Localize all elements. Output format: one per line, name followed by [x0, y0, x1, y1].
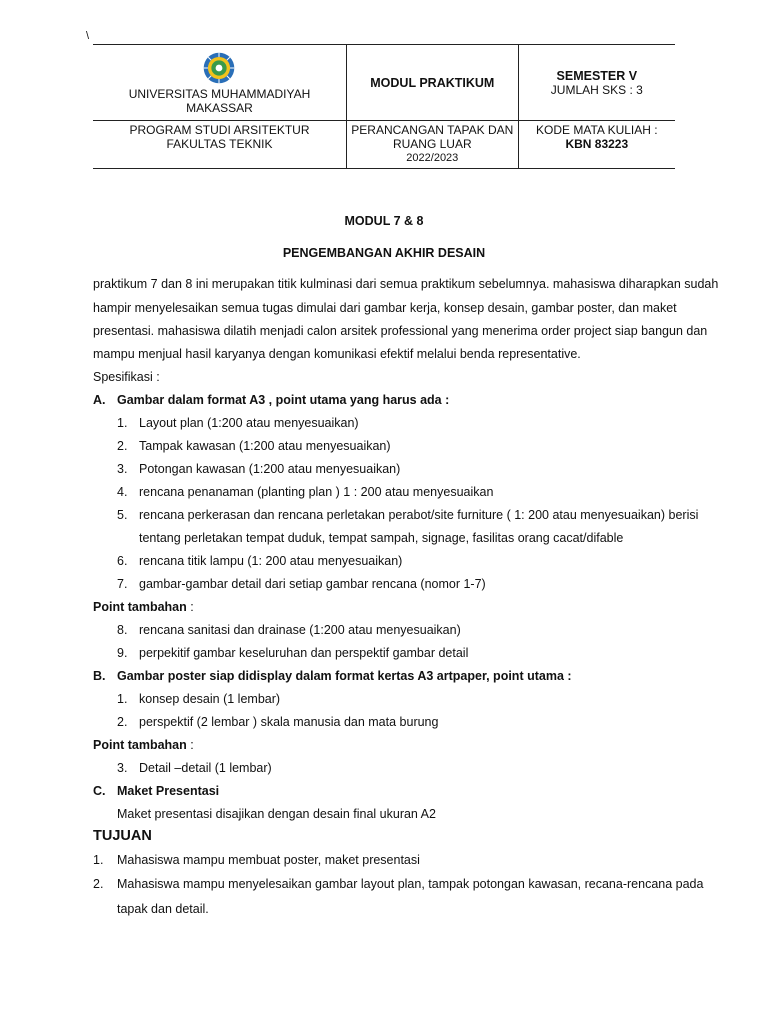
list-item: Mahasiswa mampu membuat poster, maket presentasi	[117, 853, 420, 867]
list-number: 2.	[93, 877, 104, 891]
sks-count: JUMLAH SKS : 3	[550, 82, 643, 97]
list-number: 9.	[117, 646, 128, 660]
course-name-line2: RUANG LUAR	[392, 137, 472, 151]
university-name: UNIVERSITAS MUHAMMADIYAH MAKASSAR	[128, 86, 311, 115]
spesifikasi-label: Spesifikasi :	[93, 370, 160, 384]
semester: SEMESTER V	[556, 68, 638, 83]
list-number: 1.	[93, 853, 104, 867]
point-tambahan-colon: :	[186, 600, 194, 614]
list-item: rencana titik lampu (1: 200 atau menyesuaikan)	[139, 554, 403, 568]
list-item: konsep desain (1 lembar)	[139, 692, 281, 706]
tujuan-heading: TUJUAN	[93, 828, 152, 844]
section-c-title: Maket Presentasi	[117, 784, 220, 798]
list-number: 7.	[117, 577, 128, 591]
list-number: 1.	[117, 416, 128, 430]
list-item: Potongan kawasan (1:200 atau menyesuaikan)	[139, 462, 401, 476]
list-item-continuation: tentang perletakan tempat duduk, tempat sampah, signage, fasilitas orang cacat/difable	[139, 531, 624, 545]
university-cell	[93, 45, 346, 121]
program-name: PROGRAM STUDI ARSITEKTUR	[129, 123, 310, 137]
list-item: Tampak kawasan (1:200 atau menyesuaikan)	[139, 439, 391, 453]
module-subtitle: PENGEMBANGAN AKHIR DESAIN	[282, 246, 486, 260]
point-tambahan-label: Point tambahan	[93, 738, 187, 752]
intro-line-3: presentasi. mahasiswa dilatih menjadi calon arsitek professional yang menerima order project siap bangun dan	[93, 324, 708, 338]
point-tambahan-b	[93, 737, 194, 753]
list-item: gambar-gambar detail dari setiap gambar rencana (nomor 1-7)	[139, 577, 486, 591]
list-item: rencana penanaman (planting plan ) 1 : 200 atau menyesuaikan	[139, 485, 494, 499]
point-tambahan-colon: :	[186, 738, 194, 752]
header-table	[93, 44, 675, 169]
program-cell	[93, 121, 346, 169]
point-tambahan-a	[93, 599, 194, 615]
list-number: 3.	[117, 462, 128, 476]
list-number: 8.	[117, 623, 128, 637]
module-type-cell	[346, 45, 518, 121]
section-c-letter: C.	[93, 784, 106, 798]
list-number: 2.	[117, 715, 128, 729]
list-number: 6.	[117, 554, 128, 568]
university-logo-icon	[202, 51, 236, 85]
list-number: 4.	[117, 485, 128, 499]
section-b-letter: B.	[93, 669, 106, 683]
course-name-line1: PERANCANGAN TAPAK DAN	[351, 123, 514, 137]
list-number: 1.	[117, 692, 128, 706]
list-item: rencana perkerasan dan rencana perletakan perabot/site furniture ( 1: 200 atau menyesuaikan) berisi	[139, 508, 699, 522]
course-code-label: KODE MATA KULIAH :	[536, 123, 658, 137]
list-number: 2.	[117, 439, 128, 453]
section-a-letter: A.	[93, 393, 106, 407]
list-item-continuation: tapak dan detail.	[117, 902, 209, 916]
list-item: Layout plan (1:200 atau menyesuaikan)	[139, 416, 359, 430]
course-code-cell	[518, 121, 675, 169]
point-tambahan-label: Point tambahan	[93, 600, 187, 614]
module-title: MODUL 7 & 8	[344, 214, 424, 228]
stray-mark: \	[86, 30, 90, 42]
list-item: Detail –detail (1 lembar)	[139, 761, 272, 775]
intro-line-1: praktikum 7 dan 8 ini merupakan titik kulminasi dari semua praktikum sebelumnya. mahasiswa diharapkan sudah	[93, 277, 719, 291]
intro-line-4: mampu menjual hasil karyanya dengan komunikasi efektif melalui benda representative.	[93, 347, 581, 361]
faculty-name: FAKULTAS TEKNIK	[166, 137, 273, 151]
section-b-title: Gambar poster siap didisplay dalam format kertas A3 artpaper, point utama :	[117, 669, 572, 683]
course-cell	[346, 121, 518, 169]
course-code: KBN 83223	[565, 137, 629, 151]
list-number: 3.	[117, 761, 128, 775]
module-type: MODUL PRAKTIKUM	[370, 75, 495, 90]
list-item: Mahasiswa mampu menyelesaikan gambar layout plan, tampak potongan kawasan, recana-rencana pada	[117, 877, 704, 891]
section-a-title: Gambar dalam format A3 , point utama yang harus ada :	[117, 393, 450, 407]
section-c-text: Maket presentasi disajikan dengan desain final ukuran A2	[117, 807, 436, 821]
list-item: perpekitif gambar keseluruhan dan perspektif gambar detail	[139, 646, 469, 660]
list-number: 5.	[117, 508, 128, 522]
list-item: perspektif (2 lembar ) skala manusia dan mata burung	[139, 715, 439, 729]
academic-year: 2022/2023	[406, 152, 459, 164]
list-item: rencana sanitasi dan drainase (1:200 atau menyesuaikan)	[139, 623, 461, 637]
semester-cell	[518, 45, 675, 121]
intro-line-2: hampir menyelesaikan semua tugas dimulai dari gambar kerja, konsep desain, gambar poster, dan maket	[93, 301, 677, 315]
